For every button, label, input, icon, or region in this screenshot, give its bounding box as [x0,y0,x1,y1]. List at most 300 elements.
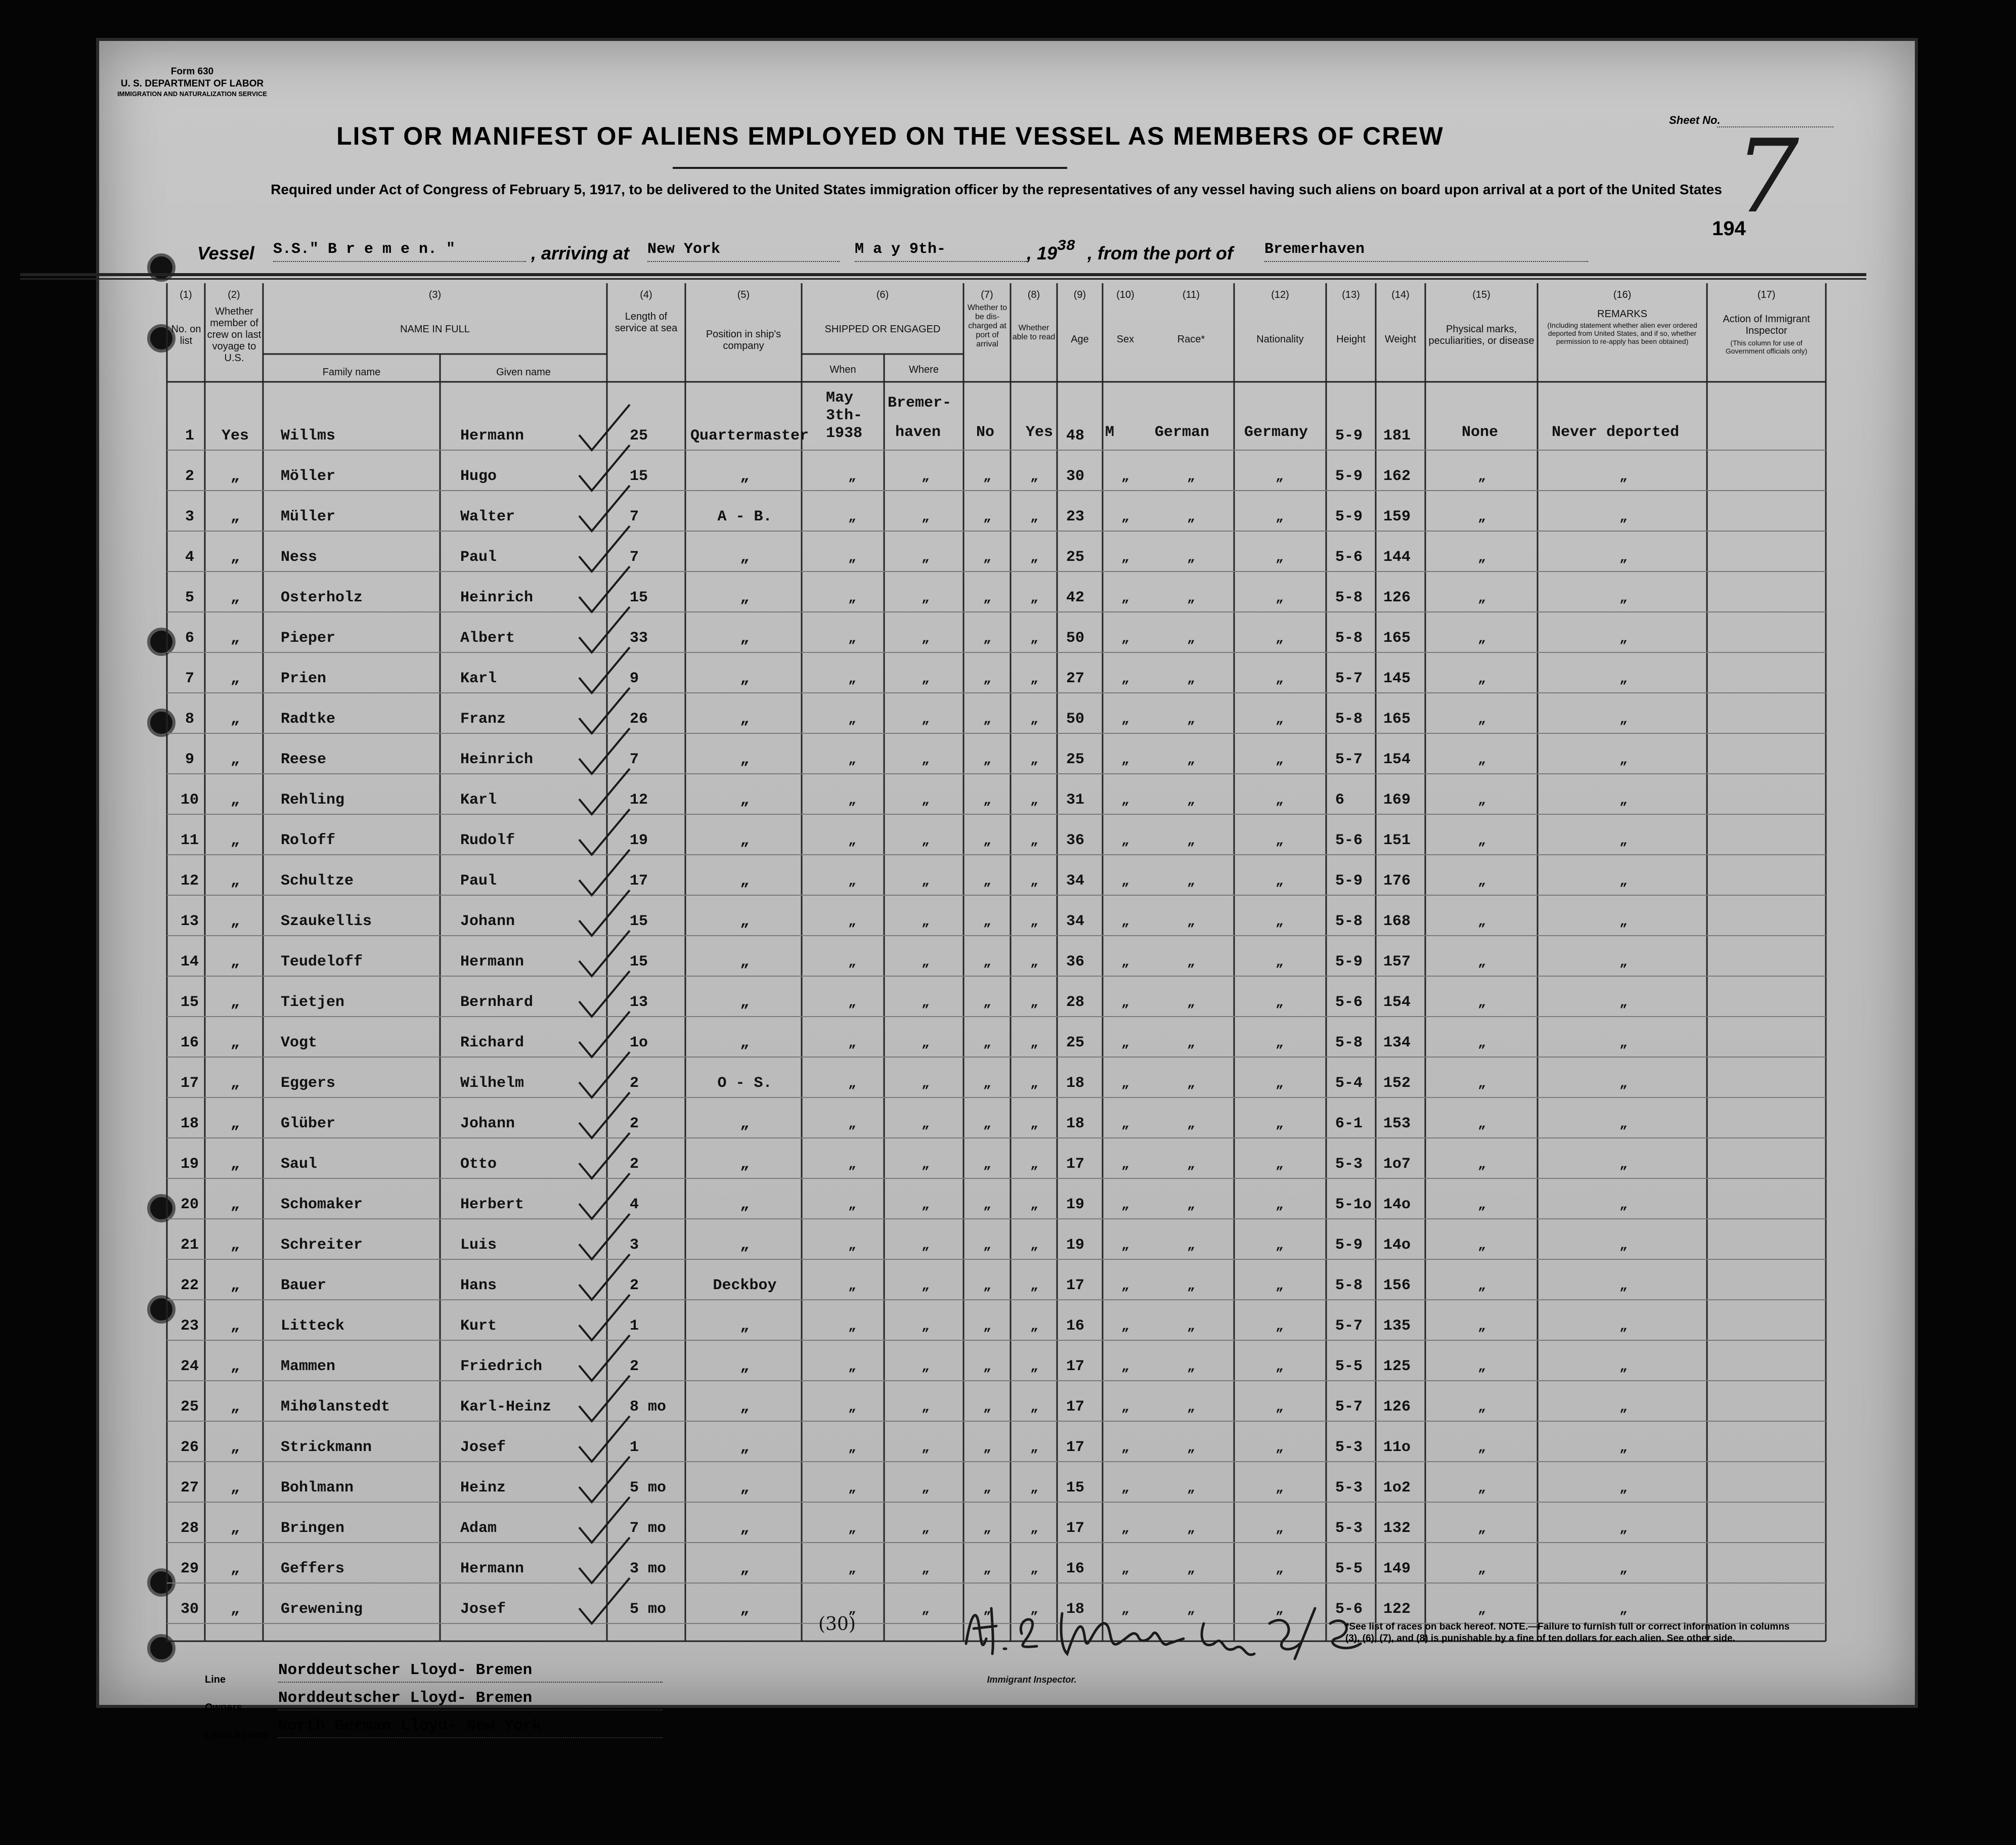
col-num-15: (15) [1472,289,1491,300]
prev-voyage: „ [230,1075,240,1092]
weight: 1o2 [1383,1479,1411,1497]
height: 5-9 [1335,427,1363,445]
discharged-1: No [976,424,995,441]
nationality-ditto: „ [1276,1278,1284,1293]
age: 42 [1066,589,1085,606]
remarks-ditto: „ [1619,1116,1628,1131]
page-subtitle: Required under Act of Congress of February 5, 1917, to be delivered to the United States immigration officer by the representatives of any vessel having such aliens on board upon arrival at a port of the United States [271,182,1722,197]
height: 5-8 [1335,1277,1363,1294]
weight: 14o [1383,1196,1411,1213]
remarks-ditto: „ [1619,1521,1628,1536]
height: 6-1 [1335,1115,1363,1132]
remarks-ditto: „ [1619,1319,1628,1334]
discharged-ditto: „ [983,1521,991,1536]
family-name: Bauer [281,1277,327,1294]
length-service: 2 [630,1277,639,1294]
sheet-no-label: Sheet No. [1669,114,1721,126]
length-service: 15 [630,953,648,971]
family-name: Rehling [281,792,345,809]
remarks-ditto: „ [1619,914,1628,929]
given-name: Heinrich [460,589,534,606]
position: „ [740,1196,750,1213]
nationality-ditto: „ [1276,1521,1284,1536]
sex-ditto: „ [1121,712,1129,727]
discharged-ditto: „ [983,833,991,848]
length-service: 19 [630,832,648,849]
sex-ditto: „ [1121,509,1129,524]
height: 5-6 [1335,994,1363,1011]
year-prefix: , 19 [1027,243,1058,263]
from-label: , from the port of [1087,243,1233,263]
remarks-ditto: „ [1619,1359,1628,1374]
race-ditto: „ [1187,1035,1195,1050]
race-ditto: „ [1187,1440,1195,1455]
prev-voyage: „ [230,1560,240,1577]
race-ditto: „ [1187,590,1195,605]
discharged-ditto: „ [983,469,991,484]
sex-ditto: „ [1121,793,1129,808]
nationality-ditto: „ [1276,1359,1284,1374]
sex-ditto: „ [1121,1116,1129,1131]
row-number: 28 [180,1520,199,1537]
discharged-ditto: „ [983,712,991,727]
shipped-where-ditto: „ [922,1561,930,1576]
shipped-when-ditto: „ [848,590,856,605]
shipped-where-2: haven [895,424,941,441]
nationality-ditto: „ [1276,671,1284,686]
sex-ditto: „ [1121,590,1129,605]
nationality-ditto: „ [1276,1319,1284,1334]
discharged-ditto: „ [983,914,991,929]
shipped-when-ditto: „ [848,1359,856,1374]
nationality-ditto: „ [1276,1238,1284,1253]
race-ditto: „ [1187,631,1195,646]
given-name: Hans [460,1277,497,1294]
family-name: Müller [281,508,336,525]
physical-marks-ditto: „ [1478,833,1486,848]
family-name: Roloff [281,832,336,849]
given-name: Paul [460,872,497,890]
length-service: 9 [630,670,639,687]
able-to-read-ditto: „ [1030,1238,1038,1253]
length-service: 25 [630,427,648,445]
position: „ [740,994,750,1011]
weight: 134 [1383,1034,1411,1051]
position: „ [740,792,750,809]
sex-ditto: „ [1121,1602,1129,1617]
given-name: Herbert [460,1196,524,1213]
age: 19 [1066,1196,1085,1213]
length-service: 15 [630,468,648,485]
top-band [20,273,1866,276]
physical-marks-ditto: „ [1478,590,1486,605]
remarks-ditto: „ [1619,1561,1628,1576]
age: 18 [1066,1601,1085,1618]
row-number: 2 [185,468,194,485]
position: „ [740,1237,750,1254]
able-to-read-ditto: „ [1030,752,1038,767]
nationality-ditto: „ [1276,590,1284,605]
length-service: 7 [630,508,639,525]
shipped-where-ditto: „ [922,509,930,524]
age: 23 [1066,508,1085,525]
given-name: Adam [460,1520,497,1537]
position: „ [740,953,750,971]
physical-marks-ditto: „ [1478,1480,1486,1496]
nationality-ditto: „ [1276,995,1284,1010]
col-num-12: (12) [1271,289,1289,300]
shipped-when-ditto: „ [848,1319,856,1334]
weight: 122 [1383,1601,1411,1618]
shipped-when-ditto: „ [848,793,856,808]
given-name: Josef [460,1601,506,1618]
sex-ditto: „ [1121,1278,1129,1293]
discharged-ditto: „ [983,793,991,808]
remarks-ditto: „ [1619,752,1628,767]
department: U. S. DEPARTMENT OF LABOR [120,78,264,89]
sex-ditto: „ [1121,1440,1129,1455]
physical-marks-ditto: „ [1478,1116,1486,1131]
height: 5-8 [1335,589,1363,606]
length-service: 2 [630,1075,639,1092]
remarks-ditto: „ [1619,509,1628,524]
shipped-where-ditto: „ [922,1238,930,1253]
race-ditto: „ [1187,550,1195,565]
arrival-date: M a y 9th- [855,241,1027,262]
departure-port: Bremerhaven [1264,241,1588,262]
race-ditto: „ [1187,1076,1195,1091]
weight: 154 [1383,751,1411,768]
line-value: Norddeutscher Lloyd- Bremen [278,1661,663,1683]
given-name: Hugo [460,468,497,485]
weight: 156 [1383,1277,1411,1294]
given-name: Heinz [460,1479,506,1497]
prev-voyage: „ [230,508,240,525]
shipped-when-ditto: „ [848,1238,856,1253]
given-name: Karl [460,670,497,687]
shipped-when-ditto: „ [848,914,856,929]
race-ditto: „ [1187,914,1195,929]
prev-voyage: „ [230,1196,240,1213]
weight: 152 [1383,1075,1411,1092]
age: 27 [1066,670,1085,687]
shipped-where-ditto: „ [922,631,930,646]
inspector-label: Immigrant Inspector. [987,1675,1077,1685]
prev-voyage: „ [230,1277,240,1294]
given-name: Johann [460,913,515,930]
able-to-read-ditto: „ [1030,1197,1038,1212]
able-to-read-ditto: „ [1030,1440,1038,1455]
prev-voyage: „ [230,1156,240,1173]
shipped-where-ditto: „ [922,1480,930,1496]
shipped-when-ditto: „ [848,1197,856,1212]
line-label: Line [205,1674,226,1685]
height: 5-7 [1335,1398,1363,1416]
able-to-read-ditto: „ [1030,914,1038,929]
header-length-service: Length of service at sea [615,311,678,334]
physical-marks-ditto: „ [1478,995,1486,1010]
remarks-ditto: „ [1619,1440,1628,1455]
age: 25 [1066,549,1085,566]
able-to-read-ditto: „ [1030,873,1038,889]
family-name: Bohlmann [281,1479,354,1497]
weight: 154 [1383,994,1411,1011]
shipped-where-ditto: „ [922,995,930,1010]
physical-marks-ditto: „ [1478,1278,1486,1293]
weight: 11o [1383,1439,1411,1456]
col-num-16: (16) [1613,289,1632,300]
col-num-6: (6) [876,289,889,300]
height: 5-9 [1335,872,1363,890]
remarks-ditto: „ [1619,1480,1628,1496]
discharged-ditto: „ [983,590,991,605]
discharged-ditto: „ [983,1319,991,1334]
weight: 135 [1383,1317,1411,1335]
discharged-ditto: „ [983,1399,991,1415]
height: 5-3 [1335,1439,1363,1456]
physical-marks-ditto: „ [1478,1238,1486,1253]
shipped-when-ditto: „ [848,1521,856,1536]
height: 5-5 [1335,1560,1363,1577]
given-name: Otto [460,1156,497,1173]
header-family-name: Family name [322,367,381,378]
sex-ditto: „ [1121,469,1129,484]
race-ditto: „ [1187,671,1195,686]
able-to-read-ditto: „ [1030,1076,1038,1091]
discharged-ditto: „ [983,752,991,767]
position: „ [740,751,750,768]
page-title: LIST OR MANIFEST OF ALIENS EMPLOYED ON THE VESSEL AS MEMBERS OF CREW [336,122,1444,150]
shipped-where-ditto: „ [922,1602,930,1617]
able-to-read-ditto: „ [1030,833,1038,848]
row-number: 11 [180,832,199,849]
row-number: 14 [180,953,199,971]
race-ditto: „ [1187,1561,1195,1576]
discharged-ditto: „ [983,1116,991,1131]
shipped-where-ditto: „ [922,1076,930,1091]
family-name: Strickmann [281,1439,372,1456]
sex-ditto: „ [1121,995,1129,1010]
physical-marks-ditto: „ [1478,1157,1486,1172]
position: „ [740,1115,750,1132]
length-service: 2 [630,1115,639,1132]
row-number: 13 [180,913,199,930]
race-ditto: „ [1187,1197,1195,1212]
race-ditto: „ [1187,793,1195,808]
race-ditto: „ [1187,1278,1195,1293]
weight: 165 [1383,630,1411,647]
able-to-read-ditto: „ [1030,712,1038,727]
race-ditto: „ [1187,1359,1195,1374]
discharged-ditto: „ [983,1561,991,1576]
prev-voyage: „ [230,872,240,890]
physical-marks-ditto: „ [1478,954,1486,970]
given-name: Hermann [460,1560,524,1577]
nationality-ditto: „ [1276,1035,1284,1050]
row-number: 25 [180,1398,199,1416]
discharged-ditto: „ [983,1440,991,1455]
discharged-ditto: „ [983,1359,991,1374]
shipped-where-ditto: „ [922,752,930,767]
sex-ditto: „ [1121,1399,1129,1415]
inspector-signature [961,1593,1386,1664]
nationality-ditto: „ [1276,954,1284,970]
physical-marks-ditto: „ [1478,793,1486,808]
sheet-sub-number: 194 [1712,217,1746,240]
family-name: Glüber [281,1115,336,1132]
age: 50 [1066,630,1085,647]
shipped-where-ditto: „ [922,469,930,484]
discharged-ditto: „ [983,873,991,889]
shipped-when-ditto: „ [848,1035,856,1050]
height: 5-9 [1335,508,1363,525]
nationality-ditto: „ [1276,1116,1284,1131]
remarks-ditto: „ [1619,995,1628,1010]
prev-voyage: „ [230,468,240,485]
weight: 151 [1383,832,1411,849]
shipped-when-ditto: „ [848,1157,856,1172]
shipped-where-ditto: „ [922,1278,930,1293]
race-ditto: „ [1187,752,1195,767]
length-service: 12 [630,792,648,809]
prev-voyage: „ [230,589,240,606]
physical-marks-ditto: „ [1478,1076,1486,1091]
weight: 144 [1383,549,1411,566]
header-given-name: Given name [496,367,551,378]
shipped-where-ditto: „ [922,914,930,929]
shipped-when-ditto: „ [848,509,856,524]
weight: 153 [1383,1115,1411,1132]
prev-voyage: „ [230,1520,240,1537]
race-ditto: „ [1187,1399,1195,1415]
row-number: 10 [180,792,199,809]
position: „ [740,1560,750,1577]
nationality-ditto: „ [1276,631,1284,646]
age: 17 [1066,1520,1085,1537]
sex-ditto: „ [1121,1076,1129,1091]
row-number: 18 [180,1115,199,1132]
shipped-where-ditto: „ [922,1440,930,1455]
row-number: 6 [185,630,194,647]
discharged-ditto: „ [983,509,991,524]
col-num-10: (10) [1116,289,1134,300]
weight: 162 [1383,468,1411,485]
discharged-ditto: „ [983,1602,991,1617]
able-to-read-ditto: „ [1030,550,1038,565]
discharged-ditto: „ [983,1238,991,1253]
able-to-read-ditto: „ [1030,1116,1038,1131]
position: „ [740,1398,750,1416]
shipped-where-ditto: „ [922,1521,930,1536]
shipped-when-ditto: „ [848,1561,856,1576]
form-identifier [86,66,298,98]
sex-ditto: „ [1121,833,1129,848]
age: 17 [1066,1439,1085,1456]
sex-ditto: „ [1121,1480,1129,1496]
row-number: 29 [180,1560,199,1577]
length-service: 1 [630,1439,639,1456]
remarks-ditto: „ [1619,631,1628,646]
given-name: Walter [460,508,515,525]
shipped-where-1: Bremer- [888,394,952,412]
sex-1: M [1105,424,1115,441]
able-to-read-ditto: „ [1030,995,1038,1010]
remarks-ditto: „ [1619,1238,1628,1253]
col-num-2: (2) [228,289,240,300]
length-service: 8 mo [630,1398,667,1416]
sex-ditto: „ [1121,954,1129,970]
able-to-read-ditto: „ [1030,1157,1038,1172]
given-name: Luis [460,1237,497,1254]
nationality-ditto: „ [1276,833,1284,848]
remarks-ditto: „ [1619,1399,1628,1415]
position: O - S. [717,1075,772,1092]
physical-marks-1: None [1462,424,1499,441]
row-number: 24 [180,1358,199,1375]
race-ditto: „ [1187,1480,1195,1496]
weight: 14o [1383,1237,1411,1254]
weight: 181 [1383,427,1411,445]
header-nationality: Nationality [1256,334,1304,345]
nationality-ditto: „ [1276,712,1284,727]
given-name: Franz [460,711,506,728]
nationality-ditto: „ [1276,1440,1284,1455]
family-name: Saul [281,1156,318,1173]
shipped-where-ditto: „ [922,550,930,565]
shipped-when-ditto: „ [848,1278,856,1293]
prev-voyage: „ [230,1115,240,1132]
discharged-ditto: „ [983,954,991,970]
family-name: Prien [281,670,327,687]
remarks-ditto: „ [1619,1157,1628,1172]
able-to-read-ditto: „ [1030,631,1038,646]
col-num-9: (9) [1073,289,1086,300]
length-service: 7 mo [630,1520,667,1537]
height: 5-8 [1335,1034,1363,1051]
family-name: Mammen [281,1358,336,1375]
age: 48 [1066,427,1085,445]
shipped-when-ditto: „ [848,1602,856,1617]
discharged-ditto: „ [983,1197,991,1212]
height: 5-3 [1335,1520,1363,1537]
family-name: Geffers [281,1560,345,1577]
physical-marks-ditto: „ [1478,914,1486,929]
shipped-when-ditto: „ [848,833,856,848]
shipped-where-ditto: „ [922,1116,930,1131]
arrival-port: New York [647,241,840,262]
voyage-line [197,238,1715,273]
row-number: 17 [180,1075,199,1092]
position: A - B. [717,508,772,525]
age: 17 [1066,1398,1085,1416]
remarks-ditto: „ [1619,954,1628,970]
able-to-read-ditto: „ [1030,793,1038,808]
row-number: 7 [185,670,194,687]
height: 5-5 [1335,1358,1363,1375]
given-name: Paul [460,549,497,566]
race-ditto: „ [1187,873,1195,889]
age: 36 [1066,832,1085,849]
length-service: 1o [630,1034,648,1051]
position: „ [740,832,750,849]
able-to-read-ditto: „ [1030,1035,1038,1050]
discharged-ditto: „ [983,995,991,1010]
nationality-ditto: „ [1276,1399,1284,1415]
row-number: 21 [180,1237,199,1254]
family-name: Vogt [281,1034,318,1051]
family-name: Szaukellis [281,913,372,930]
year-suffix: 38 [1057,238,1076,255]
